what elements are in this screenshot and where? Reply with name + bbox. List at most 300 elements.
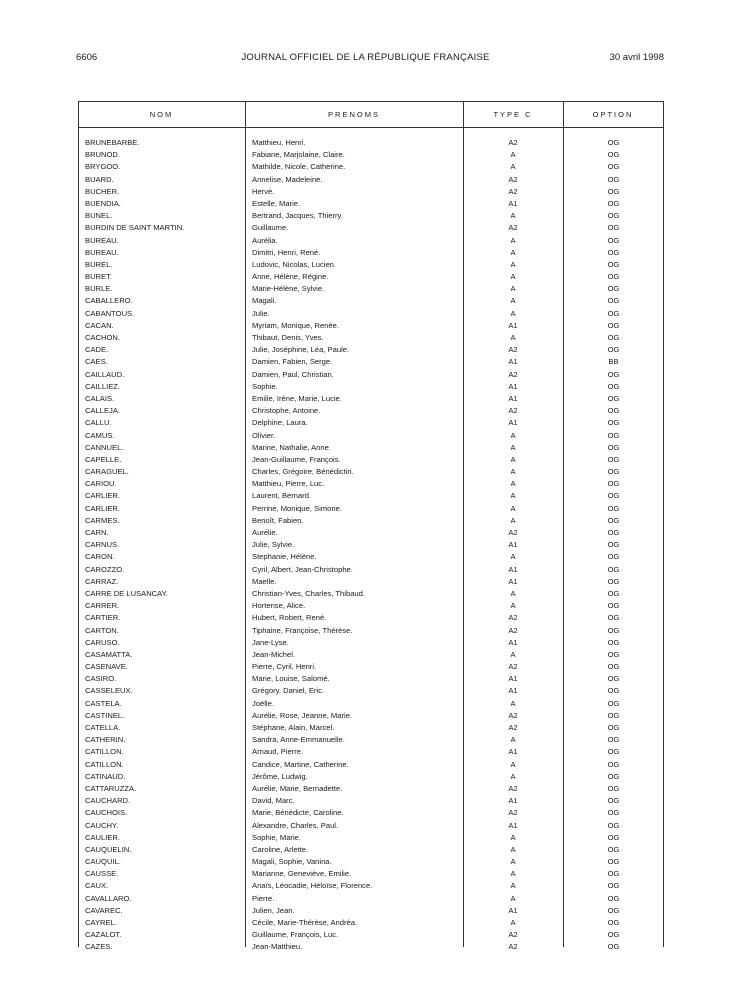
option-cell: OG <box>607 723 620 732</box>
column-header-prenoms: PRENOMS <box>328 110 380 119</box>
prenoms-cell: Jane-Lyse. <box>252 637 289 647</box>
prenoms-cell: Christian-Yves, Charles, Thibaud. <box>252 588 365 598</box>
type-cell: A <box>510 296 516 306</box>
nom-cell: CAILLIEZ. <box>85 381 121 391</box>
option-cell: BB <box>608 357 619 367</box>
table-row <box>0 759 731 771</box>
prenoms-cell: David, Marc. <box>252 796 295 806</box>
prenoms-cell: Ludovic, Nicolas, Lucien. <box>252 259 336 269</box>
type-cell: A1 <box>508 320 518 330</box>
type-cell: A2 <box>508 613 518 623</box>
nom-cell: CAZALOT. <box>85 930 122 940</box>
type-cell: A <box>510 235 516 245</box>
prenoms-cell: Hortense, Alice. <box>252 601 306 611</box>
type-cell: A <box>510 503 516 513</box>
nom-cell: CAVAREC. <box>85 905 123 915</box>
table-row <box>0 868 731 880</box>
nom-cell: CADE. <box>85 345 109 355</box>
option-cell: OG <box>607 771 620 781</box>
nom-cell: CARRE DE LUSANCAY. <box>85 588 168 598</box>
type-cell: A <box>510 430 516 440</box>
prenoms-cell: Grégory, Daniel, Eric. <box>252 686 325 696</box>
table-row <box>0 746 731 758</box>
table-row <box>0 807 731 819</box>
table-row <box>0 149 731 161</box>
column-header-nom: NOM <box>149 110 174 119</box>
table-row <box>0 454 731 466</box>
option-cell: OG <box>607 503 620 513</box>
type-cell: A <box>510 333 516 342</box>
table-row <box>0 771 731 783</box>
nom-cell: CALLU. <box>85 418 112 428</box>
option-cell: OG <box>607 918 620 927</box>
nom-cell: CARTIER. <box>85 613 121 623</box>
nom-cell: CABANTOUS. <box>85 308 135 318</box>
nom-cell: CARUSO. <box>85 637 120 647</box>
option-cell: OG <box>607 430 620 440</box>
nom-cell: CATTARUZZA. <box>85 783 137 793</box>
table-top-rule <box>78 101 664 102</box>
table-row <box>0 478 731 490</box>
table-row <box>0 198 731 210</box>
type-cell: A2 <box>508 662 518 672</box>
nom-cell: CASAMATTA. <box>85 649 133 659</box>
option-cell: OG <box>607 174 620 184</box>
option-cell: OG <box>607 308 620 318</box>
option-cell: OG <box>607 467 620 477</box>
table-body <box>0 137 731 954</box>
type-cell: A <box>510 308 516 318</box>
type-cell: A2 <box>508 186 518 196</box>
prenoms-cell: Perrine, Monique, Simone. <box>252 503 342 513</box>
table-row <box>0 795 731 807</box>
prenoms-cell: Julie, Joséphine, Léa, Paule. <box>252 345 350 355</box>
nom-cell: CACAN. <box>85 320 114 330</box>
prenoms-cell: Guillaume, François, Luc. <box>252 930 339 940</box>
option-cell: OG <box>607 296 620 306</box>
type-cell: A2 <box>508 808 518 818</box>
table-row <box>0 941 731 953</box>
nom-cell: CARNUS. <box>85 540 120 550</box>
type-cell: A <box>510 588 516 598</box>
prenoms-cell: Maelle. <box>252 576 277 586</box>
option-cell: OG <box>607 625 620 635</box>
prenoms-cell: Sophie, Marie. <box>252 832 301 842</box>
nom-cell: CAUCHOIS. <box>85 808 128 818</box>
prenoms-cell: Sophie. <box>252 381 278 391</box>
type-cell: A <box>510 893 516 903</box>
table-row <box>0 844 731 856</box>
option-cell: OG <box>607 528 620 537</box>
nom-cell: CAUQUELIN. <box>85 844 132 854</box>
table-row <box>0 466 731 478</box>
option-cell: OG <box>607 710 620 720</box>
table-row <box>0 564 731 576</box>
prenoms-cell: Alexandre, Charles, Paul. <box>252 820 339 830</box>
option-cell: OG <box>607 406 620 416</box>
prenoms-cell: Christophe, Antoine. <box>252 406 321 416</box>
table-row <box>0 832 731 844</box>
type-cell: A <box>510 247 516 257</box>
table-row <box>0 661 731 673</box>
type-cell: A1 <box>508 905 518 915</box>
prenoms-cell: Sandra, Anne-Emmanuelle. <box>252 735 345 745</box>
type-cell: A <box>510 454 516 464</box>
type-cell: A <box>510 844 516 854</box>
type-cell: A2 <box>508 625 518 635</box>
option-cell: OG <box>607 601 620 611</box>
option-cell: OG <box>607 369 620 379</box>
type-cell: A1 <box>508 357 518 367</box>
table-row <box>0 551 731 563</box>
option-cell: OG <box>607 552 620 562</box>
nom-cell: BUREAU. <box>85 235 119 245</box>
nom-cell: CAUX. <box>85 881 109 891</box>
table-row <box>0 417 731 429</box>
option-cell: OG <box>607 345 620 355</box>
prenoms-cell: Marie, Bénédicte, Caroline. <box>252 808 344 818</box>
option-cell: OG <box>607 735 620 745</box>
type-cell: A <box>510 150 516 160</box>
option-cell: OG <box>607 454 620 464</box>
nom-cell: CALAIS. <box>85 393 115 403</box>
type-cell: A <box>510 735 516 745</box>
type-cell: A2 <box>508 528 518 537</box>
table-row <box>0 308 731 320</box>
table-row <box>0 820 731 832</box>
option-cell: OG <box>607 393 620 403</box>
type-cell: A <box>510 649 516 659</box>
option-cell: OG <box>607 259 620 269</box>
nom-cell: CASIRO. <box>85 674 117 684</box>
table-row <box>0 503 731 515</box>
prenoms-cell: Cyril, Albert, Jean-Christophe. <box>252 564 353 574</box>
type-cell: A <box>510 759 516 769</box>
type-cell: A <box>510 832 516 842</box>
option-cell: OG <box>607 698 620 708</box>
table-row <box>0 271 731 283</box>
option-cell: OG <box>607 649 620 659</box>
table-row <box>0 734 731 746</box>
prenoms-cell: Thibaut, Denis, Yves. <box>252 333 324 342</box>
prenoms-cell: Aurélie. <box>252 528 278 537</box>
option-cell: OG <box>607 479 620 489</box>
type-cell: A <box>510 162 516 172</box>
table-row <box>0 637 731 649</box>
type-cell: A <box>510 869 516 879</box>
prenoms-cell: Annelise, Madeleine. <box>252 174 323 184</box>
table-row <box>0 576 731 588</box>
type-cell: A2 <box>508 710 518 720</box>
prenoms-cell: Joëlle. <box>252 698 274 708</box>
prenoms-cell: Pierre. <box>252 893 275 903</box>
prenoms-cell: Fabiane, Marjolaine, Claire. <box>252 150 345 160</box>
type-cell: A2 <box>508 223 518 233</box>
nom-cell: BUCHER. <box>85 186 120 196</box>
prenoms-cell: Estelle, Marie. <box>252 198 301 208</box>
type-cell: A <box>510 515 516 525</box>
nom-cell: CAZES. <box>85 942 113 952</box>
option-cell: OG <box>607 942 620 952</box>
type-cell: A2 <box>508 723 518 732</box>
type-cell: A1 <box>508 637 518 647</box>
nom-cell: CAILLAUD. <box>85 369 125 379</box>
table-row <box>0 235 731 247</box>
nom-cell: CAVALLARO. <box>85 893 132 903</box>
nom-cell: CARTON. <box>85 625 119 635</box>
table-row <box>0 490 731 502</box>
prenoms-cell: Caroline, Arlette. <box>252 844 309 854</box>
nom-cell: CASTELA. <box>85 698 122 708</box>
table-row <box>0 710 731 722</box>
prenoms-cell: Matthieu, Henri. <box>252 138 306 147</box>
table-row <box>0 442 731 454</box>
nom-cell: BURET. <box>85 272 113 282</box>
option-cell: OG <box>607 150 620 160</box>
type-cell: A <box>510 601 516 611</box>
type-cell: A1 <box>508 564 518 574</box>
type-cell: A1 <box>508 576 518 586</box>
prenoms-cell: Bertrand, Jacques, Thierry. <box>252 211 343 221</box>
nom-cell: BURLE. <box>85 284 113 294</box>
type-cell: A2 <box>508 942 518 952</box>
table-row <box>0 588 731 600</box>
nom-cell: CARN. <box>85 528 109 537</box>
nom-cell: CARLIER. <box>85 503 121 513</box>
prenoms-cell: Tiphaine, Françoise, Thérèse. <box>252 625 353 635</box>
table-row <box>0 259 731 271</box>
type-cell: A2 <box>508 406 518 416</box>
nom-cell: BUARD. <box>85 174 114 184</box>
type-cell: A2 <box>508 174 518 184</box>
table-row <box>0 783 731 795</box>
type-cell: A <box>510 259 516 269</box>
option-cell: OG <box>607 637 620 647</box>
nom-cell: CATILLON. <box>85 747 124 757</box>
option-cell: OG <box>607 686 620 696</box>
prenoms-cell: Anaïs, Léocadie, Héloïse, Florence. <box>252 881 373 891</box>
table-row <box>0 539 731 551</box>
option-cell: OG <box>607 491 620 501</box>
type-cell: A <box>510 491 516 501</box>
option-cell: OG <box>607 759 620 769</box>
option-cell: OG <box>607 808 620 818</box>
table-row <box>0 856 731 868</box>
type-cell: A2 <box>508 369 518 379</box>
prenoms-cell: Pierre, Cyril, Henri. <box>252 662 317 672</box>
prenoms-cell: Magali. <box>252 296 277 306</box>
prenoms-cell: Jean-Michel. <box>252 649 296 659</box>
nom-cell: CAULIER. <box>85 832 121 842</box>
table-row <box>0 698 731 710</box>
table-row <box>0 612 731 624</box>
option-cell: OG <box>607 588 620 598</box>
option-cell: OG <box>607 662 620 672</box>
prenoms-cell: Benoît, Fabien. <box>252 515 304 525</box>
type-cell: A1 <box>508 393 518 403</box>
option-cell: OG <box>607 905 620 915</box>
option-cell: OG <box>607 198 620 208</box>
table-row <box>0 174 731 186</box>
prenoms-cell: Jean-Guillaume, François. <box>252 454 341 464</box>
page-number: 6606 <box>76 52 98 63</box>
nom-cell: CATHERIN. <box>85 735 126 745</box>
nom-cell: CAES. <box>85 357 108 367</box>
option-cell: OG <box>607 832 620 842</box>
prenoms-cell: Myriam, Monique, Renée. <box>252 320 339 330</box>
nom-cell: CAMUS. <box>85 430 115 440</box>
type-cell: A <box>510 881 516 891</box>
type-cell: A2 <box>508 138 518 147</box>
nom-cell: BRUNEBARBE. <box>85 138 140 147</box>
prenoms-cell: Anne, Hélène, Régine. <box>252 272 329 282</box>
option-cell: OG <box>607 613 620 623</box>
type-cell: A <box>510 442 516 452</box>
prenoms-cell: Aurélie, Marie, Bernadette. <box>252 783 343 793</box>
nom-cell: CAPELLE. <box>85 454 122 464</box>
prenoms-cell: Julie, Sylvie. <box>252 540 295 550</box>
type-cell: A1 <box>508 198 518 208</box>
option-cell: OG <box>607 783 620 793</box>
table-row <box>0 381 731 393</box>
prenoms-cell: Damien, Fabien, Serge. <box>252 357 333 367</box>
type-cell: A1 <box>508 381 518 391</box>
column-header-option: OPTION <box>592 110 634 119</box>
nom-cell: CAUCHY. <box>85 820 119 830</box>
type-cell: A1 <box>508 686 518 696</box>
nom-cell: CAUSSE. <box>85 869 119 879</box>
nom-cell: CAUQUIL. <box>85 857 121 867</box>
prenoms-cell: Dimitri, Henri, René. <box>252 247 321 257</box>
option-cell: OG <box>607 796 620 806</box>
table-row <box>0 295 731 307</box>
nom-cell: CARAGUEL. <box>85 467 129 477</box>
prenoms-cell: Jean-Matthieu. <box>252 942 303 952</box>
table-row <box>0 685 731 697</box>
option-cell: OG <box>607 515 620 525</box>
nom-cell: CABALLERO. <box>85 296 133 306</box>
nom-cell: CASENAVE. <box>85 662 128 672</box>
option-cell: OG <box>607 272 620 282</box>
prenoms-cell: Hervé. <box>252 186 275 196</box>
type-cell: A <box>510 211 516 221</box>
nom-cell: BRYGOO. <box>85 162 121 172</box>
table-row <box>0 527 731 539</box>
table-row <box>0 625 731 637</box>
option-cell: OG <box>607 162 620 172</box>
prenoms-cell: Delphine, Laura. <box>252 418 308 428</box>
nom-cell: CARON. <box>85 552 115 562</box>
table-row <box>0 905 731 917</box>
prenoms-cell: Matthieu, Pierre, Luc. <box>252 479 325 489</box>
nom-cell: CAYREL. <box>85 918 117 927</box>
option-cell: OG <box>607 747 620 757</box>
table-row <box>0 929 731 941</box>
option-cell: OG <box>607 576 620 586</box>
nom-cell: CARIOU. <box>85 479 117 489</box>
table-row <box>0 369 731 381</box>
type-cell: A1 <box>508 820 518 830</box>
option-cell: OG <box>607 320 620 330</box>
table-row <box>0 393 731 405</box>
nom-cell: BURDIN DE SAINT MARTIN. <box>85 223 185 233</box>
prenoms-cell: Emilie, Irène, Marie, Lucie. <box>252 393 342 403</box>
nom-cell: CATINAUD. <box>85 771 126 781</box>
journal-title: JOURNAL OFFICIEL DE LA RÉPUBLIQUE FRANÇAISE <box>241 52 490 63</box>
nom-cell: CASSELEUX. <box>85 686 133 696</box>
nom-cell: BRUNOD. <box>85 150 121 160</box>
table-row <box>0 344 731 356</box>
table-row <box>0 137 731 149</box>
type-cell: A <box>510 272 516 282</box>
nom-cell: CARLIER. <box>85 491 121 501</box>
type-cell: A1 <box>508 418 518 428</box>
prenoms-cell: Magali, Sophie, Vanina. <box>252 857 332 867</box>
nom-cell: CACHON. <box>85 333 121 342</box>
table-row <box>0 210 731 222</box>
type-cell: A1 <box>508 747 518 757</box>
prenoms-cell: Damien, Paul, Christian. <box>252 369 334 379</box>
table-row <box>0 880 731 892</box>
table-row <box>0 356 731 368</box>
prenoms-cell: Arnaud, Pierre. <box>252 747 304 757</box>
type-cell: A <box>510 857 516 867</box>
prenoms-cell: Candice, Martine, Catherine. <box>252 759 349 769</box>
table-row <box>0 161 731 173</box>
type-cell: A <box>510 552 516 562</box>
option-cell: OG <box>607 284 620 294</box>
table-row <box>0 430 731 442</box>
prenoms-cell: Stéphane, Alain, Marcel. <box>252 723 335 732</box>
nom-cell: BUNEL. <box>85 211 113 221</box>
option-cell: OG <box>607 186 620 196</box>
nom-cell: BUREAU. <box>85 247 119 257</box>
nom-cell: CANNUEL. <box>85 442 124 452</box>
prenoms-cell: Aurélia. <box>252 235 278 245</box>
table-row <box>0 600 731 612</box>
prenoms-cell: Laurent, Bernard. <box>252 491 312 501</box>
prenoms-cell: Julien, Jean. <box>252 905 295 915</box>
nom-cell: CARRAZ. <box>85 576 119 586</box>
type-cell: A <box>510 284 516 294</box>
type-cell: A <box>510 479 516 489</box>
option-cell: OG <box>607 540 620 550</box>
nom-cell: CALLEJA. <box>85 406 121 416</box>
nom-cell: CARRER. <box>85 601 120 611</box>
table-row <box>0 283 731 295</box>
table-row <box>0 222 731 234</box>
table-header-rule <box>78 127 664 128</box>
option-cell: OG <box>607 893 620 903</box>
option-cell: OG <box>607 333 620 342</box>
prenoms-cell: Guillaume. <box>252 223 289 233</box>
nom-cell: CAROZZO. <box>85 564 125 574</box>
type-cell: A2 <box>508 930 518 940</box>
type-cell: A1 <box>508 674 518 684</box>
nom-cell: CATELLA. <box>85 723 121 732</box>
table-row <box>0 673 731 685</box>
option-cell: OG <box>607 418 620 428</box>
nom-cell: BUREL. <box>85 259 113 269</box>
option-cell: OG <box>607 211 620 221</box>
option-cell: OG <box>607 881 620 891</box>
publication-date: 30 avril 1998 <box>609 52 664 63</box>
option-cell: OG <box>607 844 620 854</box>
prenoms-cell: Marie, Louise, Salomé. <box>252 674 330 684</box>
table-row <box>0 649 731 661</box>
table-row <box>0 515 731 527</box>
option-cell: OG <box>607 820 620 830</box>
